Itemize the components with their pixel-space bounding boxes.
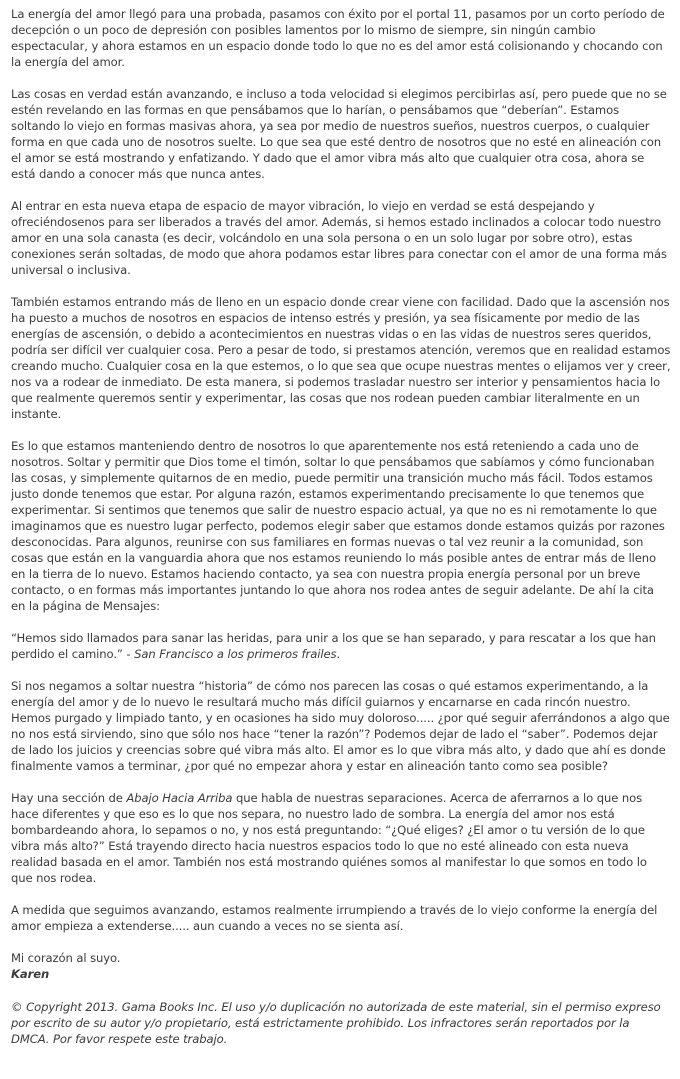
paragraph-7-end: que habla de nuestras separaciones. Acerca de aferrarnos a lo que nos hace diferentes y que eso es lo que nos separa, no nuestro lado de sombra. La energía del amor nos está bombardeando ahora, lo sepamos o no, y nos está preguntando: “¿Qué eliges? ¿El amor o tu versión de lo que vibra más alto?” Está trayendo directo hacia nuestros espacios todo lo que no esté alineado con esta nueva realidad basada en el amor. También nos está mostrando quiénes somos al manifestar lo que somos en todo lo que nos rodea. <box>11 791 647 885</box>
section-reference: Abajo Hacia Arriba <box>126 791 233 805</box>
copyright-notice: © Copyright 2013. Gama Books Inc. El uso y/o duplicación no autorizada de este material, sin el permiso expreso por escrito de su autor y/o propietario, está estrictamente prohibido. Los infractores serán reportados por la DMCA. Por favor respete este trabajo. <box>11 1000 661 1046</box>
author-signature: Karen <box>11 967 50 981</box>
paragraph-1: La energía del amor llegó para una probada, pasamos con éxito por el portal 11, pasamos por un corto período de decepción o un poco de depresión con posibles lamentos por lo mismo de siempre, sin ningún cambio espectacular, y ahora estamos en un espacio donde todo lo que no es del amor está colisionando y chocando con la energía del amor. <box>11 7 665 69</box>
quote-text: “Hemos sido llamados para sanar las heridas, para unir a los que se han separado, y para rescatar a los que han perdido el camino.” - <box>11 631 656 661</box>
paragraph-7-start: Hay una sección de <box>11 791 127 805</box>
quote-end: . <box>336 647 341 661</box>
paragraph-4: También estamos entrando más de lleno en un espacio donde crear viene con facilidad. Dado que la ascensión nos ha puesto a muchos de nosotros en espacios de intenso estrés y presión, ya sea físicamente por medio de las energías de ascensión, o debido a acontecimientos en nuestras vidas o en las vidas de nuestros seres queridos, podría ser difícil ver cualquier cosa. Pero a pesar de todo, si prestamos atención, veremos que en realidad estamos creando mucho. Cualquier cosa en la que estemos, o lo que sea que ocupe nuestras mentes o elijamos ver y creer, nos va a rodear de inmediato. De esta manera, si podemos trasladar nuestro ser interior y pensamientos hacia lo que realmente queremos sentir y experimentar, las cosas que nos rodean pueden cambiar literalmente en un instante. <box>11 295 671 421</box>
paragraph-2: Las cosas en verdad están avanzando, e incluso a toda velocidad si elegimos percibirlas así, pero puede que no se estén revelando en las formas en que pensábamos que lo harían, o pensábamos que “deberían”. Estamos soltando lo viejo en formas masivas ahora, ya sea por medio de nuestros sueños, nuestros cuerpos, o cualquier forma en que cada uno de nosotros suelte. Lo que sea que esté dentro de nosotros que no esté en alineación con el amor se está mostrando y enfatizando. Y dado que el amor vibra más alto que cualquier otra cosa, ahora se está dando a conocer más que nunca antes. <box>11 87 667 181</box>
quote-source: San Francisco a los primeros frailes <box>134 647 337 661</box>
closing-line: Mi corazón al suyo. <box>11 951 121 965</box>
paragraph-3: Al entrar en esta nueva etapa de espacio de mayor vibración, lo viejo en verdad se está despejando y ofreciéndosenos para ser liberados a través del amor. Además, si hemos estado inclinados a colocar todo nuestro amor en una sola canasta (es decir, volcándolo en una sola persona o en un solo lugar por sobre otro), estas conexiones serán soltadas, de modo que ahora podamos estar libres para conectar con el amor de una forma más universal o inclusiva. <box>11 199 667 277</box>
paragraph-7 <box>11 790 671 886</box>
paragraph-5: Es lo que estamos manteniendo dentro de nosotros lo que aparentemente nos está reteniendo a cada uno de nosotros. Soltar y permitir que Dios tome el timón, soltar lo que pensábamos que sabíamos y cómo funcionaban las cosas, y simplemente quitarnos de en medio, puede permitir una transición mucho más fácil. Todos estamos justo donde tenemos que estar. Por alguna razón, estamos experimentando precisamente lo que tenemos que experimentar. Si sentimos que tenemos que salir de nuestro espacio actual, ya que no es ni remotamente lo que imaginamos que es nuestro lugar perfecto, podemos elegir saber que estamos donde estamos quizás por razones desconocidas. Para algunos, reunirse con sus familiares en formas nuevas o tal vez reunir a la comunidad, son cosas que están en la vanguardia ahora que nos estamos reuniendo lo más posible antes de entrar más de lleno en la tierra de lo nuevo. Estamos haciendo contacto, ya sea con nuestra propia energía personal por un breve contacto, o en formas más importantes juntando lo que ahora nos rodea antes de seguir adelante. De ahí la cita en la página de Mensajes: <box>11 439 665 613</box>
paragraph-6: Si nos negamos a soltar nuestra “historia” de cómo nos parecen las cosas o qué estamos experimentando, a la energía del amor y de lo nuevo le resultará mucho más difícil guiarnos y encarnarse en cada rincón nuestro. Hemos purgado y limpiado tanto, y en ocasiones ha sido muy doloroso..... ¿por qué seguir aferrándonos a algo que no nos está sirviendo, sino que sólo nos hace “tener la razón”? Podemos dejar de lado el “saber”. Podemos dejar de lado los juicios y creencias sobre qué vibra más alto. El amor es lo que vibra más alto, y dado que ahí es donde finalmente vamos a terminar, ¿por qué no empezar ahora y estar en alineación tanto como sea posible? <box>11 679 670 773</box>
paragraph-8: A medida que seguimos avanzando, estamos realmente irrumpiendo a través de lo viejo conforme la energía del amor empieza a extenderse..... aun cuando a veces no se sienta así. <box>11 903 658 933</box>
quote-paragraph <box>11 630 671 662</box>
